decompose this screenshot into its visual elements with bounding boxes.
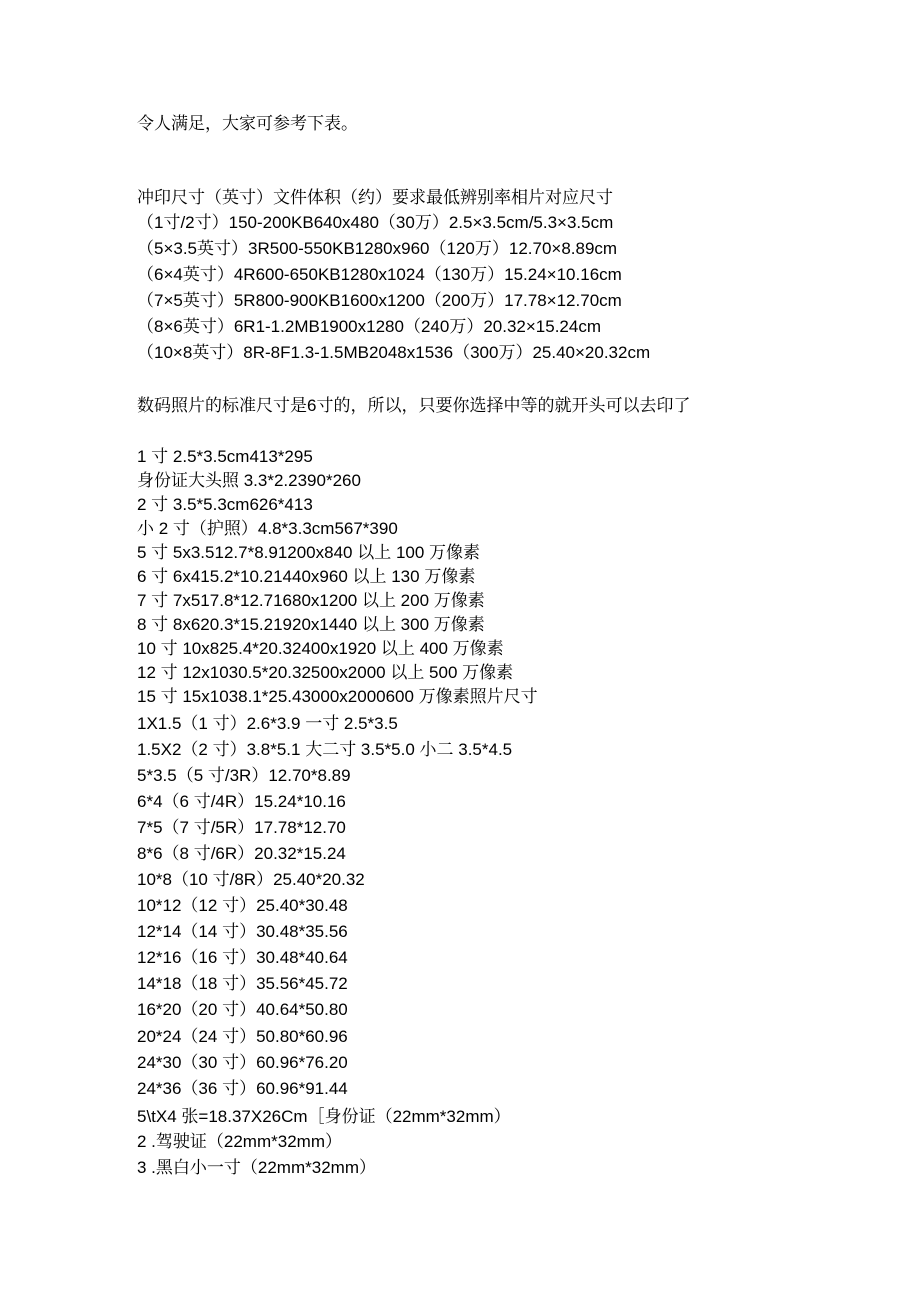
- list-item: 1X1.5（1 寸）2.6*3.9 一寸 2.5*3.5: [137, 714, 398, 733]
- list-item: 2 .驾驶证（22mm*32mm）: [137, 1132, 342, 1151]
- table-header: 冲印尺寸（英寸）文件体积（约）要求最低辨别率相片对应尺寸: [137, 188, 613, 207]
- list-item: 身份证大头照 3.3*2.2390*260: [137, 471, 361, 490]
- list-item: 7*5（7 寸/5R）17.78*12.70: [137, 818, 346, 837]
- list-item: 16*20（20 寸）40.64*50.80: [137, 1000, 348, 1019]
- list-item: 小 2 寸（护照）4.8*3.3cm567*390: [137, 519, 398, 538]
- list-item: 3 .黑白小一寸（22mm*32mm）: [137, 1158, 376, 1177]
- table-row: （6×4英寸）4R600-650KB1280x1024（130万）15.24×10.16cm: [137, 265, 622, 284]
- intro-text: 令人满足，大家可参考下表。: [137, 114, 358, 133]
- list-item: 10 寸 10x825.4*20.32400x1920 以上 400 万像素: [137, 639, 504, 658]
- table-row: （10×8英寸）8R-8F1.3-1.5MB2048x1536（300万）25.40×20.32cm: [137, 343, 651, 362]
- list-item: 1 寸 2.5*3.5cm413*295: [137, 447, 313, 466]
- list-item: 8 寸 8x620.3*15.21920x1440 以上 300 万像素: [137, 615, 485, 634]
- list-item: 20*24（24 寸）50.80*60.96: [137, 1027, 348, 1046]
- list-item: 12 寸 12x1030.5*20.32500x2000 以上 500 万像素: [137, 663, 514, 682]
- table-row: （5×3.5英寸）3R500-550KB1280x960（120万）12.70×8.89cm: [137, 239, 618, 258]
- list-item: 24*30（30 寸）60.96*76.20: [137, 1053, 348, 1072]
- table-row: （1寸/2寸）150-200KB640x480（30万）2.5×3.5cm/5.3×3.5cm: [137, 213, 614, 232]
- list-item: 14*18（18 寸）35.56*45.72: [137, 974, 348, 993]
- table-row: （8×6英寸）6R1-1.2MB1900x1280（240万）20.32×15.24cm: [137, 317, 601, 336]
- list-item: 1.5X2（2 寸）3.8*5.1 大二寸 3.5*5.0 小二 3.5*4.5: [137, 740, 513, 759]
- list-item: 5*3.5（5 寸/3R）12.70*8.89: [137, 766, 351, 785]
- list-item: 10*8（10 寸/8R）25.40*20.32: [137, 870, 365, 889]
- list-item: 2 寸 3.5*5.3cm626*413: [137, 495, 313, 514]
- list-item: 6 寸 6x415.2*10.21440x960 以上 130 万像素: [137, 567, 476, 586]
- list-item: 15 寸 15x1038.1*25.43000x2000600 万像素照片尺寸: [137, 687, 538, 706]
- list-item: 12*16（16 寸）30.48*40.64: [137, 948, 348, 967]
- list-item: 8*6（8 寸/6R）20.32*15.24: [137, 844, 346, 863]
- list-item: 5 寸 5x3.512.7*8.91200x840 以上 100 万像素: [137, 543, 481, 562]
- list-item: 6*4（6 寸/4R）15.24*10.16: [137, 792, 346, 811]
- list-item: 12*14（14 寸）30.48*35.56: [137, 922, 348, 941]
- list-item: 7 寸 7x517.8*12.71680x1200 以上 200 万像素: [137, 591, 485, 610]
- table-row: （7×5英寸）5R800-900KB1600x1200（200万）17.78×12.70cm: [137, 291, 622, 310]
- list-item: 5\tX4 张=18.37X26Cm［身份证（22mm*32mm）: [137, 1107, 511, 1126]
- list-item: 10*12（12 寸）25.40*30.48: [137, 896, 348, 915]
- standard-note: 数码照片的标准尺寸是6寸的，所以，只要你选择中等的就开头可以去印了: [137, 396, 691, 415]
- list-item: 24*36（36 寸）60.96*91.44: [137, 1079, 348, 1098]
